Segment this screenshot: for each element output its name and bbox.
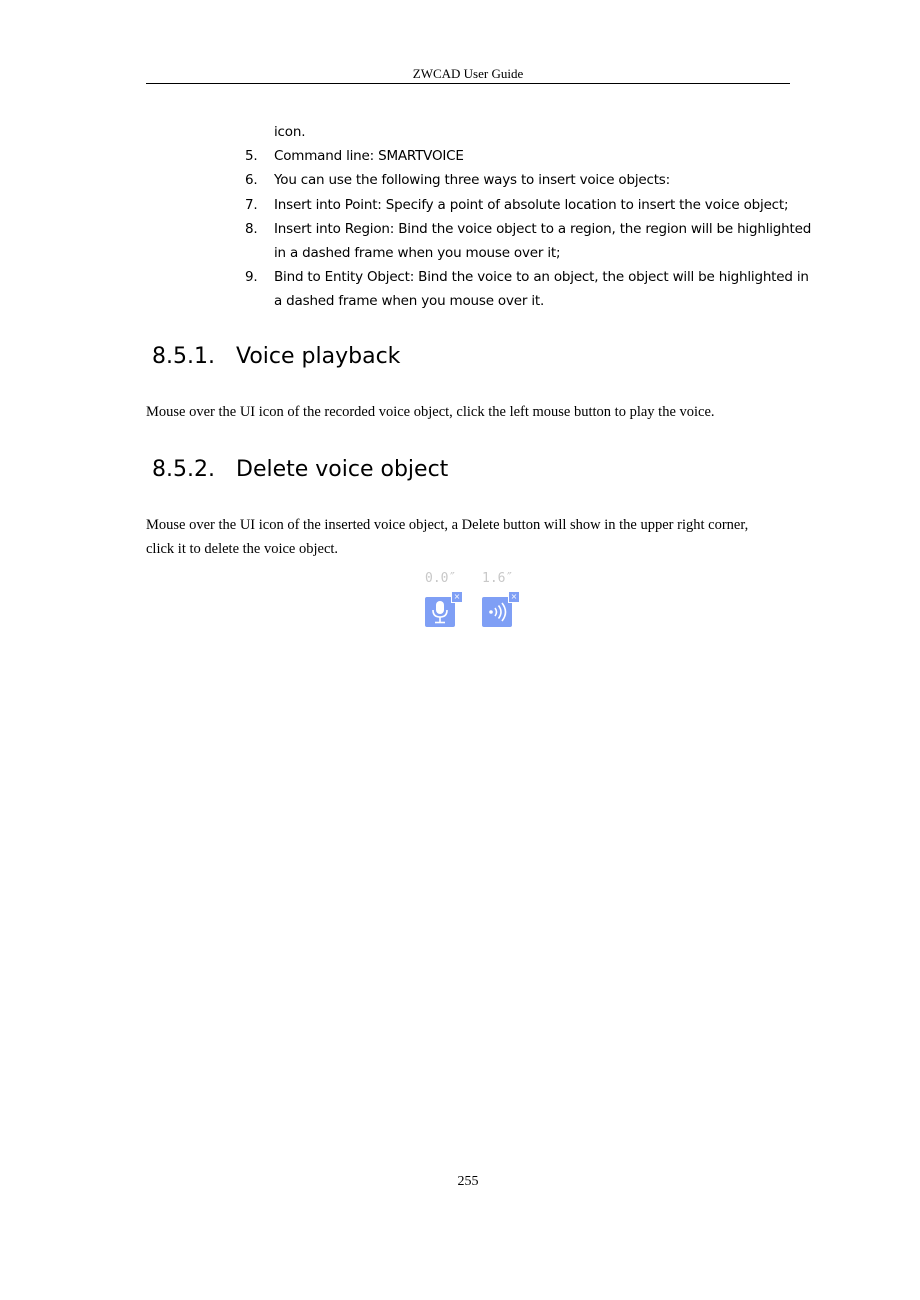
list-number: 7. [245, 197, 258, 213]
section-number: 8.5.1. [152, 344, 215, 369]
section-paragraph: Mouse over the UI icon of the recorded voice object, click the left mouse button to play the voice. [146, 404, 715, 420]
section-paragraph: Mouse over the UI icon of the inserted voice object, a Delete button will show in the upper right corner, [146, 517, 749, 533]
section-paragraph: click it to delete the voice object. [146, 541, 339, 557]
list-number: 8. [245, 221, 258, 237]
delete-icon[interactable]: × [451, 591, 463, 603]
list-number: 5. [245, 148, 258, 164]
page-header: ZWCAD User Guide [412, 66, 524, 81]
list-item: Insert into Region: Bind the voice object to a region, the region will be highlighted [274, 221, 812, 237]
list-number: 9. [245, 269, 258, 285]
section-title: Delete voice object [236, 457, 449, 482]
section-title: Voice playback [236, 344, 401, 369]
list-item: Command line: SMARTVOICE [274, 148, 464, 164]
page-number: 255 [457, 1174, 479, 1189]
list-number: 6. [245, 172, 258, 188]
list-item-continued: a dashed frame when you mouse over it. [274, 293, 545, 309]
duration-label: 1.6″ [482, 571, 514, 586]
list-item: Insert into Point: Specify a point of absolute location to insert the voice object; [274, 197, 789, 213]
delete-icon[interactable]: × [508, 591, 520, 603]
section-number: 8.5.2. [152, 457, 215, 482]
list-item: Bind to Entity Object: Bind the voice to an object, the object will be highlighted in [274, 269, 809, 285]
list-lead: icon. [274, 124, 306, 140]
header-rule [146, 83, 790, 84]
list-item: You can use the following three ways to insert voice objects: [274, 172, 670, 188]
duration-label: 0.0″ [425, 571, 457, 586]
list-item-continued: in a dashed frame when you mouse over it; [274, 245, 561, 261]
